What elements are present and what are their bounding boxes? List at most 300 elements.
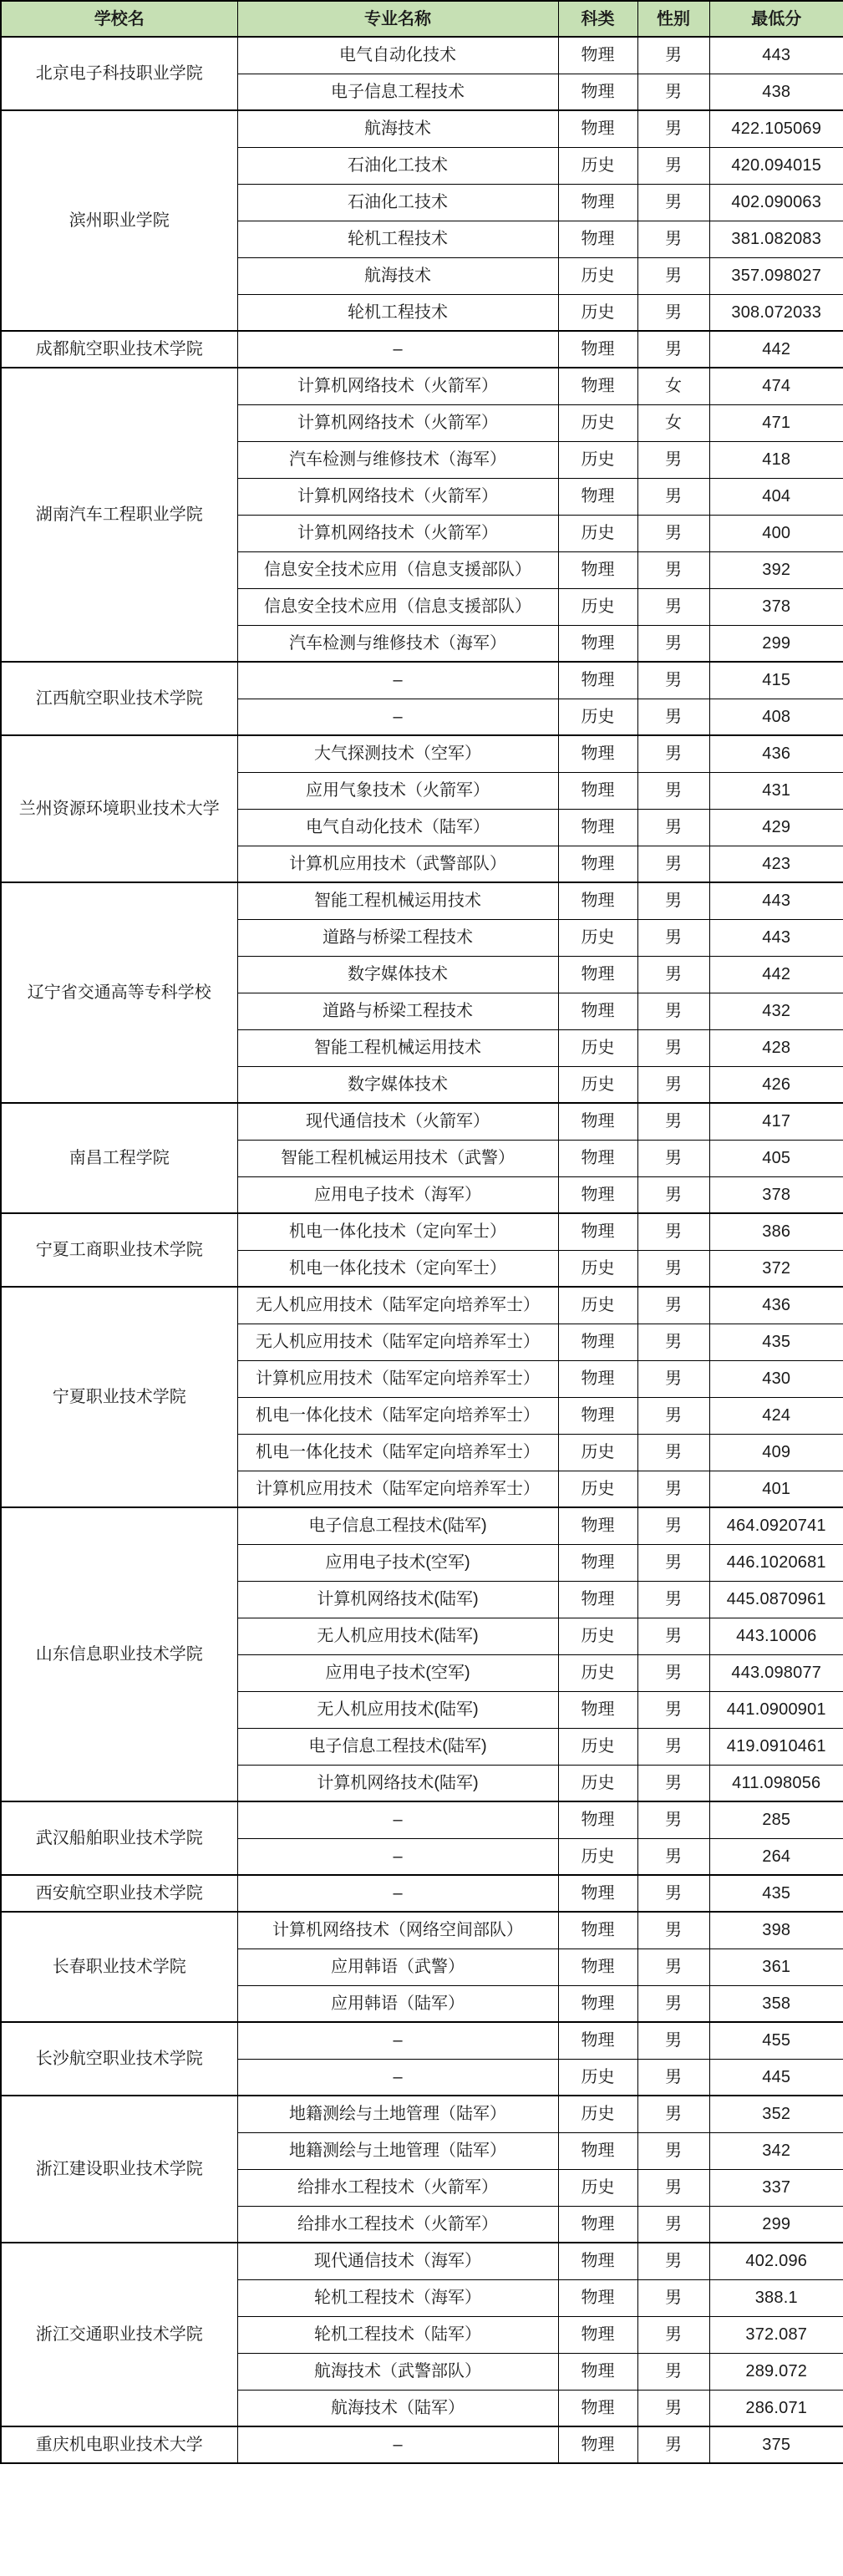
- gender-cell: 男: [637, 1618, 709, 1654]
- gender-cell: 男: [637, 551, 709, 588]
- score-cell: 404: [709, 478, 843, 515]
- gender-cell: 男: [637, 1287, 709, 1324]
- gender-cell: 男: [637, 2279, 709, 2316]
- gender-cell: 男: [637, 441, 709, 478]
- major-cell: 机电一体化技术（定向军士）: [237, 1250, 558, 1287]
- gender-cell: 男: [637, 2426, 709, 2463]
- school-name-cell: 成都航空职业技术学院: [1, 331, 237, 368]
- subject-cell: 物理: [558, 1875, 637, 1912]
- gender-cell: 男: [637, 1213, 709, 1250]
- major-cell: 应用韩语（武警）: [237, 1949, 558, 1985]
- score-cell: 408: [709, 699, 843, 735]
- gender-cell: 男: [637, 2169, 709, 2206]
- table-row: [1, 1801, 843, 1838]
- subject-cell: 历史: [558, 147, 637, 184]
- major-cell: 计算机网络技术（火箭军）: [237, 515, 558, 551]
- gender-cell: 男: [637, 2096, 709, 2132]
- school-name-cell: 湖南汽车工程职业学院: [1, 368, 237, 662]
- table-row: [1, 662, 843, 699]
- score-cell: 424: [709, 1397, 843, 1434]
- school-name-cell: 武汉船舶职业技术学院: [1, 1801, 237, 1875]
- subject-cell: 物理: [558, 2243, 637, 2279]
- subject-cell: 物理: [558, 2206, 637, 2243]
- gender-cell: 男: [637, 257, 709, 294]
- gender-cell: 男: [637, 1728, 709, 1765]
- score-cell: 400: [709, 515, 843, 551]
- subject-cell: 物理: [558, 331, 637, 368]
- major-cell: 计算机应用技术（武警部队）: [237, 846, 558, 882]
- gender-cell: 男: [637, 1691, 709, 1728]
- subject-cell: 物理: [558, 625, 637, 662]
- school-name-cell: 重庆机电职业技术大学: [1, 2426, 237, 2463]
- gender-cell: 男: [637, 184, 709, 221]
- major-cell: –: [237, 662, 558, 699]
- gender-cell: 男: [637, 809, 709, 846]
- subject-cell: 物理: [558, 2426, 637, 2463]
- score-cell: 443: [709, 919, 843, 956]
- gender-cell: 男: [637, 1029, 709, 1066]
- score-cell: 285: [709, 1801, 843, 1838]
- subject-cell: 物理: [558, 110, 637, 147]
- gender-cell: 男: [637, 1176, 709, 1213]
- score-cell: 386: [709, 1213, 843, 1250]
- subject-cell: 历史: [558, 1838, 637, 1875]
- major-cell: 电子信息工程技术(陆军): [237, 1507, 558, 1544]
- major-cell: 信息安全技术应用（信息支援部队）: [237, 588, 558, 625]
- subject-cell: 历史: [558, 2059, 637, 2096]
- score-cell: 419.0910461: [709, 1728, 843, 1765]
- major-cell: 计算机网络技术（火箭军）: [237, 368, 558, 404]
- gender-cell: 男: [637, 1544, 709, 1581]
- score-cell: 436: [709, 1287, 843, 1324]
- subject-cell: 历史: [558, 1250, 637, 1287]
- score-cell: 375: [709, 2426, 843, 2463]
- major-cell: 应用气象技术（火箭军）: [237, 772, 558, 809]
- score-cell: 471: [709, 404, 843, 441]
- major-cell: 给排水工程技术（火箭军）: [237, 2206, 558, 2243]
- score-cell: 464.0920741: [709, 1507, 843, 1544]
- subject-cell: 物理: [558, 368, 637, 404]
- score-cell: 474: [709, 368, 843, 404]
- major-cell: –: [237, 2022, 558, 2059]
- subject-cell: 历史: [558, 1618, 637, 1654]
- subject-cell: 物理: [558, 772, 637, 809]
- major-cell: –: [237, 2426, 558, 2463]
- gender-cell: 男: [637, 2316, 709, 2353]
- subject-cell: 历史: [558, 1066, 637, 1103]
- subject-cell: 物理: [558, 956, 637, 993]
- major-cell: –: [237, 1801, 558, 1838]
- major-cell: 计算机应用技术（陆军定向培养军士）: [237, 1471, 558, 1507]
- score-cell: 378: [709, 588, 843, 625]
- subject-cell: 历史: [558, 919, 637, 956]
- major-cell: 数字媒体技术: [237, 1066, 558, 1103]
- score-cell: 289.072: [709, 2353, 843, 2390]
- score-cell: 422.105069: [709, 110, 843, 147]
- gender-cell: 男: [637, 478, 709, 515]
- gender-cell: 男: [637, 2132, 709, 2169]
- score-cell: 342: [709, 2132, 843, 2169]
- subject-cell: 物理: [558, 1507, 637, 1544]
- subject-cell: 物理: [558, 662, 637, 699]
- major-cell: –: [237, 1838, 558, 1875]
- score-cell: 352: [709, 2096, 843, 2132]
- school-name-cell: 浙江建设职业技术学院: [1, 2096, 237, 2243]
- gender-cell: 男: [637, 1875, 709, 1912]
- subject-cell: 物理: [558, 993, 637, 1029]
- table-row: [1, 2022, 843, 2059]
- school-name-cell: 浙江交通职业技术学院: [1, 2243, 237, 2426]
- score-cell: 264: [709, 1838, 843, 1875]
- score-cell: 426: [709, 1066, 843, 1103]
- major-cell: 汽车检测与维修技术（海军）: [237, 441, 558, 478]
- subject-cell: 物理: [558, 809, 637, 846]
- score-cell: 402.096: [709, 2243, 843, 2279]
- subject-cell: 物理: [558, 1801, 637, 1838]
- score-cell: 372: [709, 1250, 843, 1287]
- score-cell: 372.087: [709, 2316, 843, 2353]
- score-cell: 401: [709, 1471, 843, 1507]
- gender-cell: 男: [637, 221, 709, 257]
- subject-cell: 物理: [558, 74, 637, 110]
- subject-cell: 物理: [558, 2132, 637, 2169]
- subject-cell: 历史: [558, 1434, 637, 1471]
- subject-cell: 物理: [558, 1324, 637, 1360]
- major-cell: 智能工程机械运用技术（武警）: [237, 1140, 558, 1176]
- column-header-subject: 科类: [558, 1, 637, 37]
- table-row: [1, 1213, 843, 1250]
- school-name-cell: 辽宁省交通高等专科学校: [1, 882, 237, 1103]
- gender-cell: 女: [637, 404, 709, 441]
- table-row: [1, 1875, 843, 1912]
- school-name-cell: 山东信息职业技术学院: [1, 1507, 237, 1801]
- score-cell: 442: [709, 331, 843, 368]
- major-cell: 轮机工程技术: [237, 294, 558, 331]
- score-cell: 432: [709, 993, 843, 1029]
- score-cell: 361: [709, 1949, 843, 1985]
- score-cell: 378: [709, 1176, 843, 1213]
- gender-cell: 男: [637, 1765, 709, 1801]
- subject-cell: 物理: [558, 2353, 637, 2390]
- subject-cell: 物理: [558, 2022, 637, 2059]
- gender-cell: 男: [637, 1985, 709, 2022]
- score-cell: 443.098077: [709, 1654, 843, 1691]
- score-cell: 455: [709, 2022, 843, 2059]
- score-cell: 299: [709, 625, 843, 662]
- score-cell: 441.0900901: [709, 1691, 843, 1728]
- score-cell: 445: [709, 2059, 843, 2096]
- score-cell: 299: [709, 2206, 843, 2243]
- major-cell: 道路与桥梁工程技术: [237, 919, 558, 956]
- major-cell: 电子信息工程技术: [237, 74, 558, 110]
- gender-cell: 男: [637, 331, 709, 368]
- table-row: [1, 1507, 843, 1544]
- score-cell: 420.094015: [709, 147, 843, 184]
- gender-cell: 男: [637, 2059, 709, 2096]
- subject-cell: 历史: [558, 2096, 637, 2132]
- subject-cell: 物理: [558, 1985, 637, 2022]
- subject-cell: 历史: [558, 1654, 637, 1691]
- school-name-cell: 长春职业技术学院: [1, 1912, 237, 2022]
- major-cell: 智能工程机械运用技术: [237, 882, 558, 919]
- subject-cell: 历史: [558, 1029, 637, 1066]
- score-cell: 405: [709, 1140, 843, 1176]
- score-cell: 398: [709, 1912, 843, 1949]
- major-cell: 电子信息工程技术(陆军): [237, 1728, 558, 1765]
- subject-cell: 物理: [558, 2390, 637, 2426]
- score-cell: 438: [709, 74, 843, 110]
- major-cell: 计算机应用技术（陆军定向培养军士）: [237, 1360, 558, 1397]
- table-row: [1, 110, 843, 147]
- major-cell: 信息安全技术应用（信息支援部队）: [237, 551, 558, 588]
- gender-cell: 男: [637, 1397, 709, 1434]
- gender-cell: 男: [637, 294, 709, 331]
- subject-cell: 物理: [558, 1213, 637, 1250]
- subject-cell: 物理: [558, 1176, 637, 1213]
- subject-cell: 物理: [558, 735, 637, 772]
- subject-cell: 物理: [558, 882, 637, 919]
- gender-cell: 男: [637, 110, 709, 147]
- score-cell: 445.0870961: [709, 1581, 843, 1618]
- subject-cell: 物理: [558, 1544, 637, 1581]
- major-cell: 机电一体化技术（陆军定向培养军士）: [237, 1397, 558, 1434]
- major-cell: 无人机应用技术（陆军定向培养军士）: [237, 1324, 558, 1360]
- subject-cell: 物理: [558, 1691, 637, 1728]
- major-cell: 石油化工技术: [237, 184, 558, 221]
- gender-cell: 男: [637, 1066, 709, 1103]
- major-cell: 计算机网络技术（火箭军）: [237, 404, 558, 441]
- score-cell: 443: [709, 882, 843, 919]
- gender-cell: 男: [637, 1838, 709, 1875]
- score-cell: 428: [709, 1029, 843, 1066]
- gender-cell: 男: [637, 1324, 709, 1360]
- gender-cell: 男: [637, 2390, 709, 2426]
- major-cell: 地籍测绘与土地管理（陆军）: [237, 2132, 558, 2169]
- subject-cell: 物理: [558, 1949, 637, 1985]
- gender-cell: 男: [637, 74, 709, 110]
- gender-cell: 男: [637, 956, 709, 993]
- score-cell: 431: [709, 772, 843, 809]
- subject-cell: 历史: [558, 588, 637, 625]
- column-header-score: 最低分: [709, 1, 843, 37]
- major-cell: 航海技术: [237, 257, 558, 294]
- subject-cell: 历史: [558, 515, 637, 551]
- gender-cell: 男: [637, 699, 709, 735]
- score-cell: 435: [709, 1324, 843, 1360]
- score-cell: 442: [709, 956, 843, 993]
- major-cell: 计算机网络技术(陆军): [237, 1765, 558, 1801]
- score-cell: 381.082083: [709, 221, 843, 257]
- score-cell: 286.071: [709, 2390, 843, 2426]
- school-name-cell: 宁夏工商职业技术学院: [1, 1213, 237, 1287]
- subject-cell: 物理: [558, 551, 637, 588]
- subject-cell: 历史: [558, 1728, 637, 1765]
- gender-cell: 男: [637, 1471, 709, 1507]
- table-row: [1, 1912, 843, 1949]
- major-cell: 电气自动化技术: [237, 37, 558, 74]
- subject-cell: 历史: [558, 294, 637, 331]
- subject-cell: 物理: [558, 37, 637, 74]
- subject-cell: 物理: [558, 2279, 637, 2316]
- gender-cell: 男: [637, 919, 709, 956]
- score-cell: 443.10006: [709, 1618, 843, 1654]
- gender-cell: 男: [637, 2022, 709, 2059]
- major-cell: 航海技术（武警部队）: [237, 2353, 558, 2390]
- score-cell: 409: [709, 1434, 843, 1471]
- school-name-cell: 江西航空职业技术学院: [1, 662, 237, 735]
- major-cell: –: [237, 1875, 558, 1912]
- gender-cell: 男: [637, 2206, 709, 2243]
- table-row: [1, 735, 843, 772]
- major-cell: 轮机工程技术（陆军）: [237, 2316, 558, 2353]
- header-row: [1, 1, 843, 37]
- subject-cell: 物理: [558, 1103, 637, 1140]
- gender-cell: 男: [637, 846, 709, 882]
- major-cell: 计算机网络技术（网络空间部队）: [237, 1912, 558, 1949]
- gender-cell: 男: [637, 2353, 709, 2390]
- major-cell: 现代通信技术（海军）: [237, 2243, 558, 2279]
- major-cell: 智能工程机械运用技术: [237, 1029, 558, 1066]
- major-cell: 应用电子技术（海军）: [237, 1176, 558, 1213]
- school-name-cell: 长沙航空职业技术学院: [1, 2022, 237, 2096]
- major-cell: 汽车检测与维修技术（海军）: [237, 625, 558, 662]
- gender-cell: 男: [637, 147, 709, 184]
- score-cell: 358: [709, 1985, 843, 2022]
- major-cell: 计算机网络技术(陆军): [237, 1581, 558, 1618]
- score-cell: 435: [709, 1875, 843, 1912]
- table-row: [1, 37, 843, 74]
- gender-cell: 男: [637, 1140, 709, 1176]
- score-cell: 423: [709, 846, 843, 882]
- subject-cell: 物理: [558, 2316, 637, 2353]
- subject-cell: 物理: [558, 478, 637, 515]
- major-cell: 电气自动化技术（陆军）: [237, 809, 558, 846]
- gender-cell: 男: [637, 588, 709, 625]
- gender-cell: 男: [637, 1434, 709, 1471]
- table-row: [1, 882, 843, 919]
- major-cell: 大气探测技术（空军）: [237, 735, 558, 772]
- score-cell: 446.1020681: [709, 1544, 843, 1581]
- subject-cell: 物理: [558, 846, 637, 882]
- subject-cell: 历史: [558, 2169, 637, 2206]
- score-cell: 392: [709, 551, 843, 588]
- gender-cell: 男: [637, 993, 709, 1029]
- table-row: [1, 1103, 843, 1140]
- gender-cell: 男: [637, 772, 709, 809]
- major-cell: 无人机应用技术(陆军): [237, 1691, 558, 1728]
- major-cell: 无人机应用技术（陆军定向培养军士）: [237, 1287, 558, 1324]
- subject-cell: 历史: [558, 441, 637, 478]
- gender-cell: 男: [637, 37, 709, 74]
- table-header: [1, 1, 843, 37]
- score-cell: 429: [709, 809, 843, 846]
- table-row: [1, 2243, 843, 2279]
- major-cell: 航海技术: [237, 110, 558, 147]
- gender-cell: 男: [637, 735, 709, 772]
- subject-cell: 物理: [558, 1397, 637, 1434]
- gender-cell: 男: [637, 1801, 709, 1838]
- score-cell: 436: [709, 735, 843, 772]
- score-cell: 430: [709, 1360, 843, 1397]
- subject-cell: 物理: [558, 1360, 637, 1397]
- school-name-cell: 北京电子科技职业学院: [1, 37, 237, 110]
- subject-cell: 物理: [558, 1912, 637, 1949]
- school-name-cell: 兰州资源环境职业技术大学: [1, 735, 237, 882]
- major-cell: 无人机应用技术(陆军): [237, 1618, 558, 1654]
- major-cell: 应用电子技术(空军): [237, 1654, 558, 1691]
- major-cell: 机电一体化技术（陆军定向培养军士）: [237, 1434, 558, 1471]
- gender-cell: 男: [637, 1654, 709, 1691]
- score-cell: 388.1: [709, 2279, 843, 2316]
- school-name-cell: 南昌工程学院: [1, 1103, 237, 1213]
- gender-cell: 男: [637, 1912, 709, 1949]
- subject-cell: 物理: [558, 1140, 637, 1176]
- major-cell: 轮机工程技术（海军）: [237, 2279, 558, 2316]
- gender-cell: 女: [637, 368, 709, 404]
- subject-cell: 历史: [558, 257, 637, 294]
- major-cell: 数字媒体技术: [237, 956, 558, 993]
- table-row: [1, 1287, 843, 1324]
- gender-cell: 男: [637, 1507, 709, 1544]
- major-cell: 地籍测绘与土地管理（陆军）: [237, 2096, 558, 2132]
- gender-cell: 男: [637, 882, 709, 919]
- major-cell: –: [237, 699, 558, 735]
- score-cell: 417: [709, 1103, 843, 1140]
- major-cell: 现代通信技术（火箭军）: [237, 1103, 558, 1140]
- score-cell: 337: [709, 2169, 843, 2206]
- column-header-gender: 性别: [637, 1, 709, 37]
- score-cell: 357.098027: [709, 257, 843, 294]
- major-cell: –: [237, 331, 558, 368]
- table-row: [1, 368, 843, 404]
- major-cell: 计算机网络技术（火箭军）: [237, 478, 558, 515]
- school-name-cell: 宁夏职业技术学院: [1, 1287, 237, 1507]
- table-row: [1, 2096, 843, 2132]
- table-row: [1, 331, 843, 368]
- subject-cell: 历史: [558, 1471, 637, 1507]
- score-cell: 415: [709, 662, 843, 699]
- gender-cell: 男: [637, 1250, 709, 1287]
- major-cell: 给排水工程技术（火箭军）: [237, 2169, 558, 2206]
- score-cell: 443: [709, 37, 843, 74]
- subject-cell: 物理: [558, 221, 637, 257]
- school-name-cell: 滨州职业学院: [1, 110, 237, 331]
- major-cell: 应用电子技术(空军): [237, 1544, 558, 1581]
- score-cell: 308.072033: [709, 294, 843, 331]
- table-row: [1, 2426, 843, 2463]
- subject-cell: 历史: [558, 1765, 637, 1801]
- major-cell: 应用韩语（陆军）: [237, 1985, 558, 2022]
- subject-cell: 物理: [558, 184, 637, 221]
- major-cell: 轮机工程技术: [237, 221, 558, 257]
- gender-cell: 男: [637, 625, 709, 662]
- column-header-school: 学校名: [1, 1, 237, 37]
- score-cell: 402.090063: [709, 184, 843, 221]
- gender-cell: 男: [637, 1103, 709, 1140]
- subject-cell: 历史: [558, 404, 637, 441]
- subject-cell: 物理: [558, 1581, 637, 1618]
- school-name-cell: 西安航空职业技术学院: [1, 1875, 237, 1912]
- major-cell: 航海技术（陆军）: [237, 2390, 558, 2426]
- major-cell: 机电一体化技术（定向军士）: [237, 1213, 558, 1250]
- score-cell: 418: [709, 441, 843, 478]
- gender-cell: 男: [637, 1949, 709, 1985]
- score-cell: 411.098056: [709, 1765, 843, 1801]
- subject-cell: 历史: [558, 1287, 637, 1324]
- table-body: [1, 37, 843, 2463]
- major-cell: –: [237, 2059, 558, 2096]
- gender-cell: 男: [637, 1360, 709, 1397]
